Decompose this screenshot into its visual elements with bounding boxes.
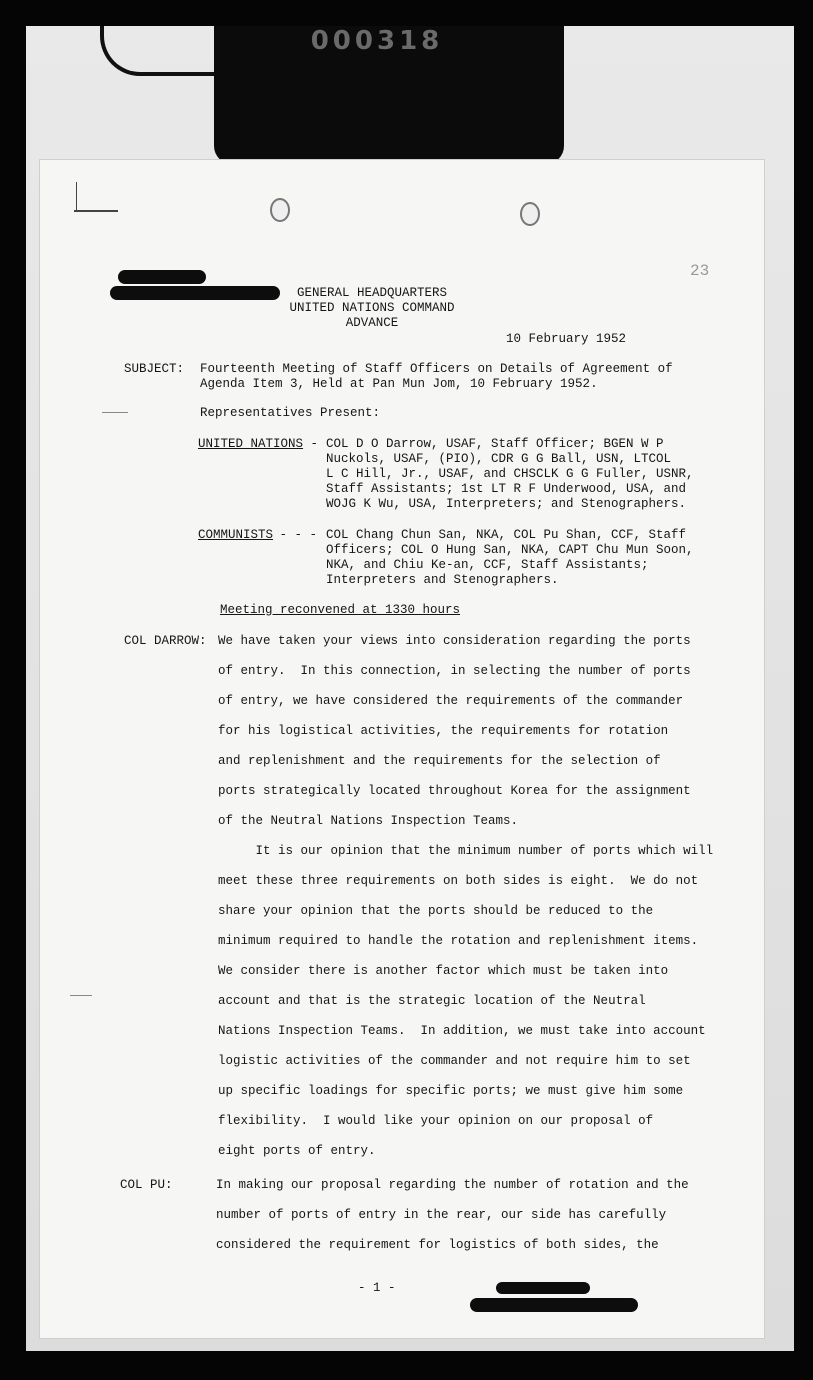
speech-line: In making our proposal regarding the number of rotation and the [216,1178,689,1192]
un-line-2: Nuckols, USAF, (PIO), CDR G G Ball, USN, LTCOL [326,452,672,466]
speech-line: up specific loadings for specific ports; we must give him some [218,1084,684,1098]
punch-hole-left [270,198,290,222]
margin-mark [74,210,118,212]
speech-line: of entry, we have considered the requirements of the commander [218,694,684,708]
subject-line-1: Fourteenth Meeting of Staff Officers on Details of Agreement of [200,362,673,376]
page-number: - 1 - [358,1281,396,1295]
communists-label: COMMUNISTS [198,528,274,542]
document-page [40,160,764,1338]
speech-line: flexibility. I would like your opinion on our proposal of [218,1114,654,1128]
communists-line-1: COL Chang Chun San, NKA, COL Pu Shan, CCF, Staff [326,528,687,542]
speech-line: of the Neutral Nations Inspection Teams. [218,814,519,828]
un-label: UNITED NATIONS [198,437,304,451]
speech-line: ports strategically located throughout Korea for the assignment [218,784,691,798]
redaction-bar [496,1282,590,1294]
speech-line: We have taken your views into consideration regarding the ports [218,634,691,648]
meeting-note: Meeting reconvened at 1330 hours [220,603,461,617]
un-line-4: Staff Assistants; 1st LT R F Underwood, USA, and [326,482,687,496]
margin-mark [76,182,77,212]
communists-line-4: Interpreters and Stenographers. [326,573,559,587]
speech-line: We consider there is another factor which must be taken into [218,964,669,978]
subject-line-2: Agenda Item 3, Held at Pan Mun Jom, 10 February 1952. [200,377,598,391]
margin-mark [70,995,92,996]
document-date: 10 February 1952 [506,332,627,346]
speech-line: considered the requirement for logistics of both sides, the [216,1238,659,1252]
punch-hole-right [520,202,540,226]
speech-line: meet these three requirements on both sides is eight. We do not [218,874,699,888]
redaction-bar [118,270,206,284]
speech-line: minimum required to handle the rotation and replenishment items. [218,934,699,948]
representatives-heading: Representatives Present: [200,406,381,420]
un-line-3: L C Hill, Jr., USAF, and CHSCLK G G Fuller, USNR, [326,467,694,481]
un-line-5: WOJG K Wu, USA, Interpreters; and Stenographers. [326,497,687,511]
speech-line: Nations Inspection Teams. In addition, we must take into account [218,1024,706,1038]
speech-line: number of ports of entry in the rear, our side has carefully [216,1208,667,1222]
speech-line: logistic activities of the commander and not require him to set [218,1054,691,1068]
communists-line-2: Officers; COL O Hung San, NKA, CAPT Chu Mun Soon, [326,543,694,557]
speaker-label: COL DARROW: [124,634,207,648]
communists-dash: - - - [272,528,325,542]
redaction-bar [110,286,280,300]
un-dash: - [303,437,326,451]
subject-label: SUBJECT: [124,362,185,376]
speech-line: It is our opinion that the minimum number of ports which will [218,844,714,858]
redaction-bar [470,1298,638,1312]
org-line-2: UNITED NATIONS COMMAND [289,301,455,315]
speech-line: of entry. In this connection, in selecting the number of ports [218,664,691,678]
page-mark: 23 [690,262,710,280]
speech-line: share your opinion that the ports should be reduced to the [218,904,654,918]
speech-line: for his logistical activities, the requirements for rotation [218,724,669,738]
communists-line-3: NKA, and Chiu Ke-an, CCF, Staff Assistants; [326,558,649,572]
margin-mark [102,412,128,413]
stamp-number: 000318 [310,26,444,56]
speech-line: eight ports of entry. [218,1144,376,1158]
speaker-label: COL PU: [120,1178,173,1192]
org-line-3: ADVANCE [345,316,399,330]
speech-line: account and that is the strategic location of the Neutral [218,994,646,1008]
speech-line: and replenishment and the requirements for the selection of [218,754,661,768]
un-line-1: COL D O Darrow, USAF, Staff Officer; BGEN W P [326,437,664,451]
org-line-1: GENERAL HEADQUARTERS [296,286,448,300]
